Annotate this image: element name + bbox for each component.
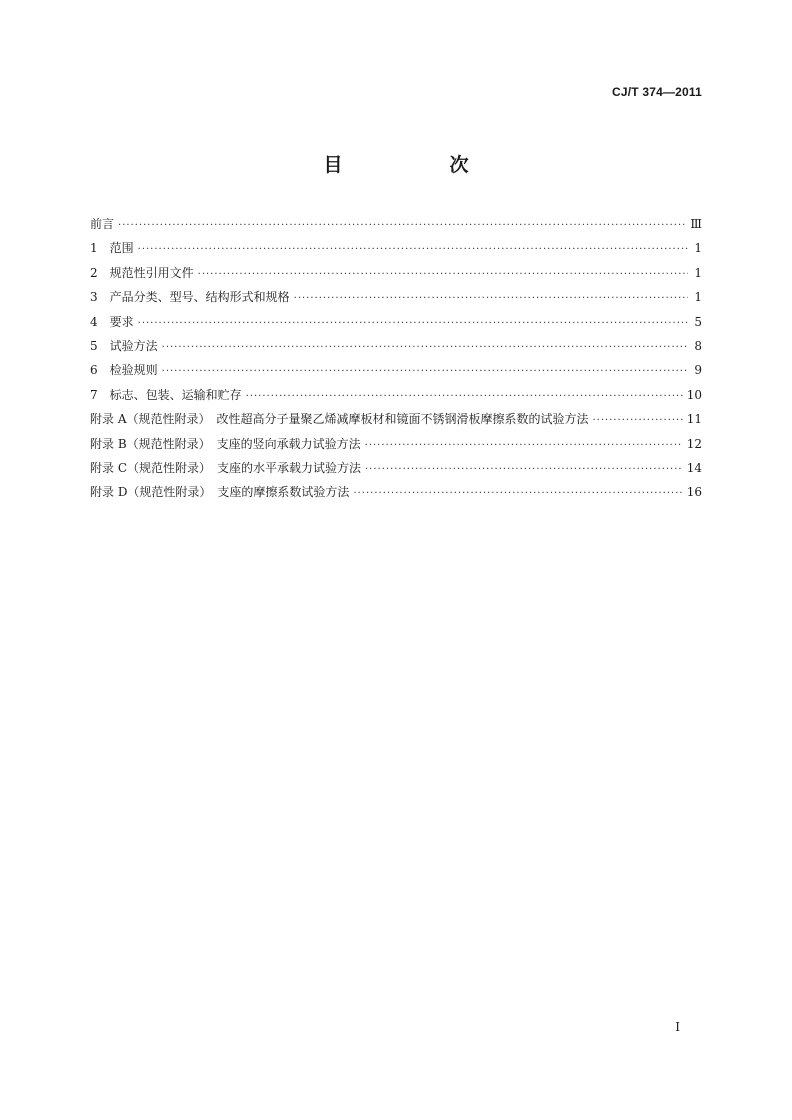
toc-entry-label: 前言 (90, 217, 115, 231)
toc-leader-dots (198, 263, 688, 287)
toc-leader-dots (162, 360, 688, 384)
toc-entry-page: Ⅲ (690, 217, 702, 231)
toc-entry-label: 3 产品分类、型号、结构形式和规格 (90, 290, 290, 305)
toc-entry-label: 6 检验规则 (90, 363, 158, 378)
toc-leader-dots (118, 214, 686, 238)
toc-leader-dots (353, 482, 682, 506)
toc-leader-dots (365, 458, 683, 482)
toc-leader-dots (138, 312, 688, 336)
toc-entry-annex-a[interactable] (90, 407, 702, 431)
toc-entry-page: 10 (686, 387, 702, 402)
toc-entry-6[interactable] (90, 358, 702, 382)
toc-entry-page: 9 (694, 363, 702, 378)
toc-entry-7[interactable] (90, 383, 702, 407)
toc-entry-page: 1 (694, 241, 702, 256)
page-title: 目 次 (323, 154, 513, 176)
toc-leader-dots (294, 287, 688, 311)
toc-entry-page: 1 (694, 265, 702, 280)
toc-entry-page: 12 (686, 436, 702, 451)
toc-leader-dots (138, 238, 688, 262)
toc-entry-label: 2 规范性引用文件 (90, 265, 194, 280)
table-of-contents (90, 212, 702, 505)
toc-entry-annex-d[interactable] (90, 480, 702, 504)
toc-entry-annex-b[interactable] (90, 432, 702, 456)
toc-entry-label: 附录 D（规范性附录） 支座的摩擦系数试验方法 (90, 485, 350, 500)
toc-entry-1[interactable] (90, 236, 702, 260)
toc-entry-label: 4 要求 (90, 314, 134, 329)
toc-entry-page: 11 (686, 412, 702, 427)
toc-entry-label: 附录 B（规范性附录） 支座的竖向承载力试验方法 (90, 436, 361, 451)
toc-entry-2[interactable] (90, 261, 702, 285)
toc-entry-label: 附录 C（规范性附录） 支座的水平承载力试验方法 (90, 460, 361, 475)
toc-entry-label: 1 范围 (90, 241, 134, 256)
toc-entry-3[interactable] (90, 285, 702, 309)
toc-leader-dots (365, 434, 683, 458)
toc-entry-5[interactable] (90, 334, 702, 358)
toc-leader-dots (592, 409, 682, 433)
toc-entry-label: 7 标志、包装、运输和贮存 (90, 387, 242, 402)
toc-entry-page: 1 (694, 290, 702, 305)
toc-leader-dots (246, 385, 683, 409)
toc-entry-foreword[interactable] (90, 212, 702, 236)
toc-entry-page: 16 (686, 485, 702, 500)
toc-entry-page: 8 (694, 338, 702, 353)
toc-entry-label: 5 试验方法 (90, 338, 158, 353)
page-number: Ⅰ (675, 1020, 680, 1034)
standard-code: CJ/T 374—2011 (612, 85, 702, 99)
toc-entry-annex-c[interactable] (90, 456, 702, 480)
toc-leader-dots (162, 336, 688, 360)
toc-entry-4[interactable] (90, 310, 702, 334)
toc-entry-label: 附录 A（规范性附录） 改性超高分子量聚乙烯减摩板材和镜面不锈钢滑板摩擦系数的试验方法 (90, 412, 589, 427)
toc-entry-page: 14 (686, 460, 702, 475)
toc-entry-page: 5 (694, 314, 702, 329)
